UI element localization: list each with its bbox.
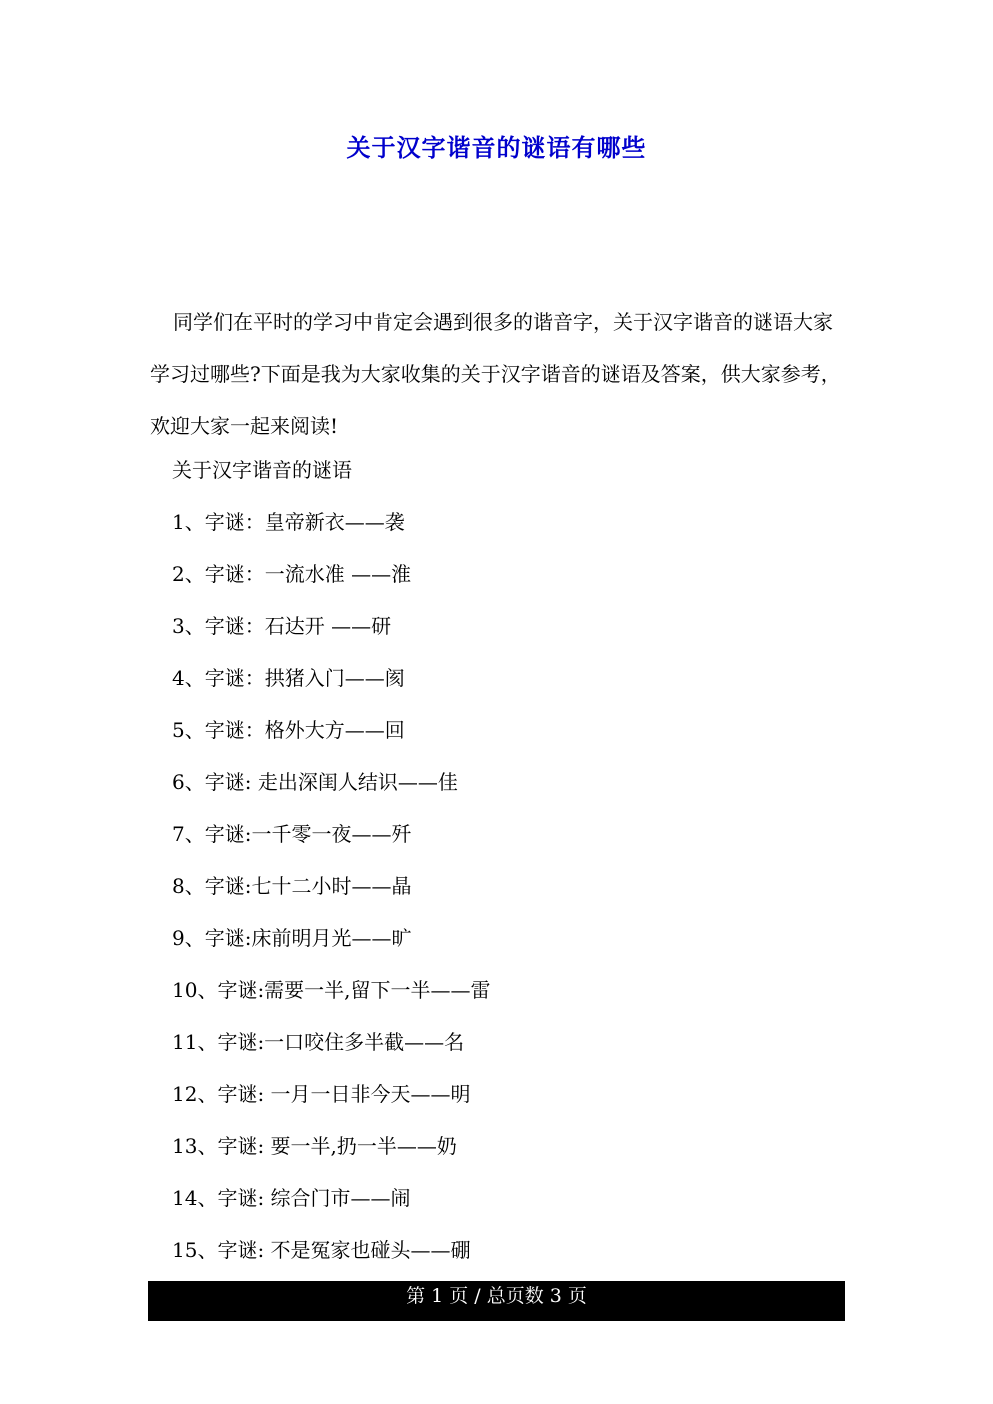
riddle-item: 2、字谜：一流水准 ——淮 xyxy=(172,562,412,586)
riddle-item: 9、字谜:床前明月光——旷 xyxy=(172,926,412,950)
intro-paragraph: 同学们在平时的学习中肯定会遇到很多的谐音字，关于汉字谐音的谜语大家学习过哪些?下面是我为大家收集的关于汉字谐音的谜语及答案，供大家参考，欢迎大家一起来阅读! xyxy=(150,310,841,438)
riddle-item: 1、字谜：皇帝新衣——袭 xyxy=(172,510,405,534)
riddle-item: 3、字谜：石达开 ——研 xyxy=(172,614,392,638)
riddle-item: 12、字谜: 一月一日非今天——明 xyxy=(172,1082,471,1106)
riddle-item: 7、字谜:一千零一夜——歼 xyxy=(172,822,412,846)
riddle-item: 6、字谜: 走出深闺人结识——佳 xyxy=(172,770,458,794)
page-number-label: 第 1 页 / 总页数 3 页 xyxy=(406,1285,587,1307)
document-title: 关于汉字谐音的谜语有哪些 xyxy=(346,134,647,162)
section-heading: 关于汉字谐音的谜语 xyxy=(172,458,352,482)
riddle-item: 10、字谜:需要一半,留下一半——雷 xyxy=(172,978,491,1002)
riddle-item: 15、字谜: 不是冤家也碰头——硼 xyxy=(172,1238,471,1262)
riddle-item: 5、字谜：格外大方——回 xyxy=(172,718,405,742)
riddle-item: 13、字谜: 要一半,扔一半——奶 xyxy=(172,1134,457,1158)
riddle-item: 11、字谜:一口咬住多半截——名 xyxy=(172,1030,465,1054)
page-footer xyxy=(148,1281,845,1321)
riddle-item: 8、字谜:七十二小时——晶 xyxy=(172,874,412,898)
riddle-item: 4、字谜：拱猪入门——阂 xyxy=(172,666,405,690)
riddle-item: 14、字谜: 综合门市——闹 xyxy=(172,1186,411,1210)
